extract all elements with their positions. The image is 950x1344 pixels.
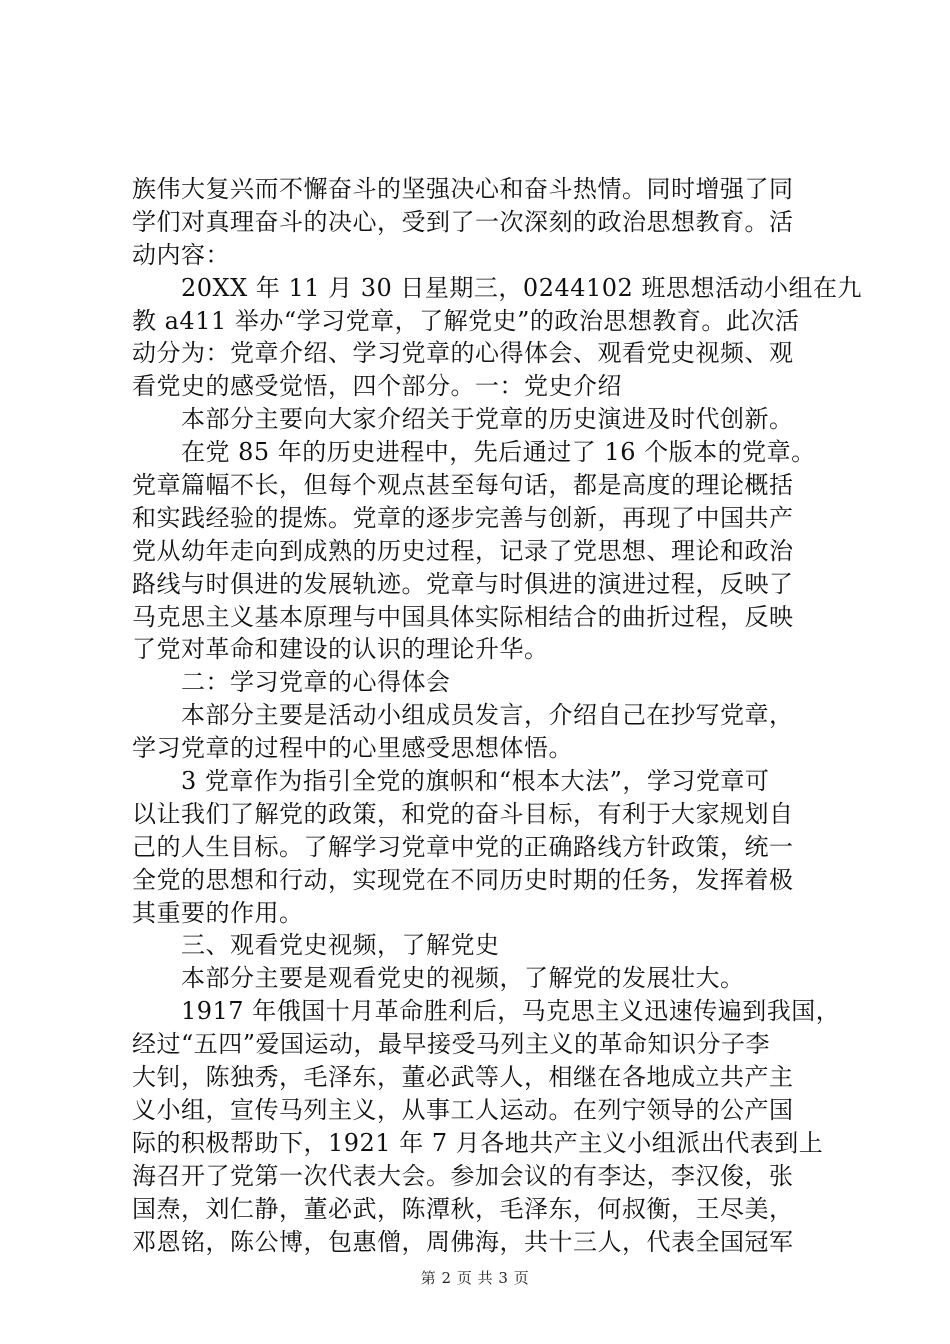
text-line: 经过“五四”爱国运动，最早接受马列主义的革命知识分子李: [132, 1030, 771, 1059]
text-line: 学们对真理奋斗的决心，受到了一次深刻的政治思想教育。活: [132, 207, 794, 236]
text-line: 路线与时俱进的发展轨迹。党章与时俱进的演进过程，反映了: [132, 569, 794, 598]
page-number-footer: 第 2 页 共 3 页: [420, 1269, 530, 1287]
text-line: 本部分主要向大家介绍关于党章的历史演进及时代创新。: [132, 405, 794, 434]
text-line: 全党的思想和行动，实现党在不同历史时期的任务，发挥着极: [132, 865, 794, 894]
text-line: 动内容：: [132, 240, 230, 269]
text-line: 本部分主要是活动小组成员发言，介绍自己在抄写党章，: [132, 701, 794, 730]
text-line: 看党史的感受觉悟，四个部分。一：党史介绍: [132, 372, 622, 401]
text-line: 20XX 年 11 月 30 日星期三，0244102 班思想活动小组在九: [132, 273, 862, 302]
text-line: 学习党章的过程中的心里感受思想体悟。: [132, 734, 573, 763]
text-line: 义小组，宣传马列主义，从事工人运动。在列宁领导的公产国: [132, 1095, 794, 1124]
document-body: [132, 173, 862, 1258]
text-line: 其重要的作用。: [132, 898, 304, 927]
text-line: 1917 年俄国十月革命胜利后，马克思主义迅速传遍到我国，: [132, 997, 841, 1026]
text-line: 大钊，陈独秀，毛泽东，董必武等人，相继在各地成立共产主: [132, 1063, 794, 1092]
text-line: 动分为：党章介绍、学习党章的心得体会、观看党史视频、观: [132, 339, 794, 368]
text-line: 在党 85 年的历史进程中，先后通过了 16 个版本的党章。: [132, 438, 816, 467]
text-line: 教 a411 举办“学习党章，了解党史”的政治思想教育。此次活: [132, 306, 800, 335]
text-line: 党从幼年走向到成熟的历史过程，记录了党思想、理论和政治: [132, 536, 794, 565]
text-line: 以让我们了解党的政策，和党的奋斗目标，有利于大家规划自: [132, 799, 794, 828]
text-line: 际的积极帮助下，1921 年 7 月各地共产主义小组派出代表到上: [132, 1128, 824, 1157]
text-line: 本部分主要是观看党史的视频，了解党的发展壮大。: [132, 964, 745, 993]
text-line: 国焘，刘仁静，董必武，陈潭秋，毛泽东，何叔衡，王尽美，: [132, 1194, 794, 1223]
section-heading: 二：学习党章的心得体会: [132, 668, 451, 697]
text-line: 邓恩铭，陈公博，包惠僧，周佛海，共十三人，代表全国冠军: [132, 1227, 794, 1256]
section-heading: 三、观看党史视频，了解党史: [132, 931, 500, 960]
text-line: 了党对革命和建设的认识的理论升华。: [132, 635, 549, 664]
text-line: 3 党章作为指引全党的旗帜和“根本大法”，学习党章可: [132, 767, 770, 796]
text-line: 和实践经验的提炼。党章的逐步完善与创新，再现了中国共产: [132, 503, 794, 532]
text-line: 海召开了党第一次代表大会。参加会议的有李达，李汉俊，张: [132, 1161, 794, 1190]
text-line: 族伟大复兴而不懈奋斗的坚强决心和奋斗热情。同时增强了同: [132, 175, 794, 203]
text-line: 党章篇幅不长，但每个观点甚至每句话，都是高度的理论概括: [132, 471, 794, 500]
text-line: 己的人生目标。了解学习党章中党的正确路线方针政策，统一: [132, 832, 794, 861]
text-line: 马克思主义基本原理与中国具体实际相结合的曲折过程，反映: [132, 602, 794, 631]
